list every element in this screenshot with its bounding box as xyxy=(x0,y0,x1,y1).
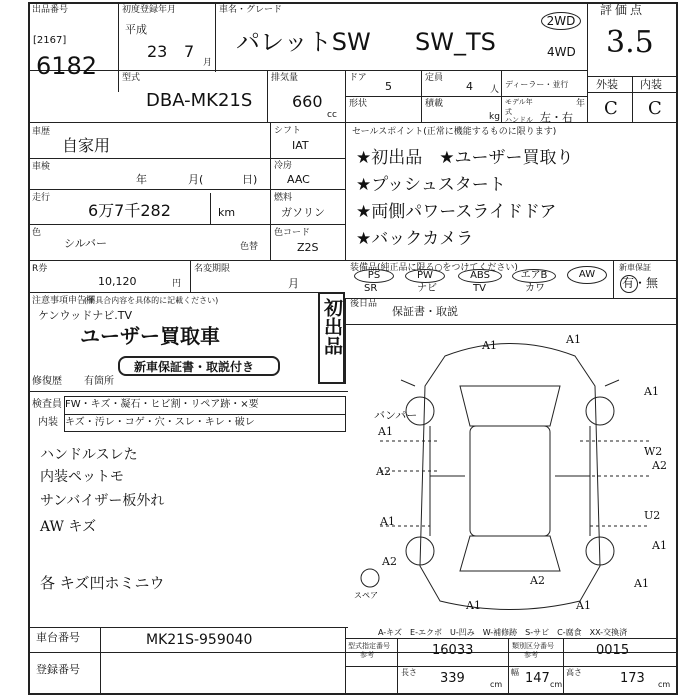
dealer-label: ディーラー・並行 xyxy=(505,80,569,89)
damage-mark: A1 xyxy=(482,339,497,352)
sales-point: ★プッシュスタート xyxy=(356,175,506,195)
lot-code: [2167] xyxy=(33,35,67,46)
damage-mark: A1 xyxy=(634,577,649,590)
equipment-title: 装備品(純正品に限る○をつけてください) xyxy=(350,263,518,273)
divider xyxy=(28,224,345,225)
inspector-label: 検査員 xyxy=(32,399,62,410)
exterior-grade: C xyxy=(604,98,618,119)
damage-mark: A1 xyxy=(378,425,393,438)
recycle-fee: 10,120 xyxy=(98,275,137,288)
divider xyxy=(28,189,345,190)
displacement-unit: cc xyxy=(327,110,337,120)
repair-history-label: 修復歴 xyxy=(32,376,62,387)
damage-mark: A1 xyxy=(466,599,481,612)
length-label: 長さ xyxy=(401,668,417,677)
equip-airbag: エアB xyxy=(512,269,556,283)
displacement-label: 排気量 xyxy=(271,73,299,83)
load-unit: kg xyxy=(489,112,500,122)
divider xyxy=(64,414,346,415)
exterior-label: 外装 xyxy=(596,78,618,91)
divider xyxy=(613,260,614,298)
drive-4wd: 4WD xyxy=(547,45,576,59)
divider xyxy=(345,96,587,97)
shift-label: シフト xyxy=(274,126,302,136)
divider xyxy=(632,76,633,122)
equip-ps: PS xyxy=(354,269,394,283)
recolor-label: 色替 xyxy=(240,242,259,252)
type-ref-label: 参考 xyxy=(360,651,374,659)
door-label: ドア xyxy=(349,73,367,83)
shaken-label: 車検 xyxy=(32,162,51,172)
windshield xyxy=(460,386,560,426)
sales-point: ★初出品 ★ユーザー買取り xyxy=(356,148,574,168)
equip-tv: TV xyxy=(473,283,486,294)
width-unit: cm xyxy=(550,680,563,689)
ac: AAC xyxy=(287,173,310,186)
model-label: 型式 xyxy=(122,73,141,83)
registration-label: 登録番号 xyxy=(36,663,80,676)
registration-year: 23 xyxy=(147,42,168,61)
rear-window xyxy=(460,536,560,571)
type-number: 16033 xyxy=(432,643,474,658)
car-roof xyxy=(470,426,550,536)
repair-history: 有 xyxy=(84,376,94,387)
repair-suffix: 箇所 xyxy=(94,376,114,387)
height-unit: cm xyxy=(658,680,671,689)
name-change-month: 月 xyxy=(288,277,299,290)
name-change-label: 名変期限 xyxy=(194,264,231,274)
spare-label: スペア xyxy=(354,591,378,600)
divider xyxy=(28,70,587,71)
damage-mark: A2 xyxy=(376,465,391,478)
inspector-items: FW・キズ・凝石・ヒビ割・リペア跡・×要 xyxy=(65,399,259,410)
divider xyxy=(508,638,509,695)
divider xyxy=(345,638,678,639)
divider xyxy=(190,260,191,292)
fuel: ガソリン xyxy=(281,206,325,219)
damage-legend: A-キズ E-エクボ U-凹み W-補修跡 S-サビ C-腐食 XX-交換済 xyxy=(378,628,628,637)
equip-pw: PW xyxy=(405,269,445,283)
divider xyxy=(270,122,271,260)
width: 147 xyxy=(525,671,550,686)
divider xyxy=(28,652,678,653)
equip-sr: SR xyxy=(364,283,378,294)
model-year-label: モデル年式 xyxy=(505,98,533,116)
load-label: 積載 xyxy=(425,99,444,109)
mileage-unit: km xyxy=(218,206,236,219)
color-code-label: 色コード xyxy=(274,228,311,238)
model: DBA-MK21S xyxy=(146,90,253,111)
shaken-month: 月( xyxy=(188,173,204,186)
door-count: 5 xyxy=(385,80,392,93)
divider xyxy=(28,260,678,261)
sales-point: ★バックカメラ xyxy=(356,229,474,249)
shape-label: 形状 xyxy=(349,99,368,109)
grade: SW_TS xyxy=(415,28,496,56)
type-number-label: 型式指定番号 xyxy=(348,642,390,650)
divider xyxy=(345,298,346,384)
registration-month: 7 xyxy=(184,42,195,61)
shaken-day: 日) xyxy=(242,173,258,186)
score: 3.5 xyxy=(606,25,654,60)
divider xyxy=(210,193,211,224)
height-label: 高さ xyxy=(566,668,582,677)
interior-inspect-items: キズ・汚レ・コゲ・穴・スレ・キレ・破レ xyxy=(65,417,255,428)
shaken-year: 年 xyxy=(136,173,147,186)
drive-2wd-circled: 2WD xyxy=(541,12,581,30)
notes-subtitle: (不具合内容を具体的に記載ください) xyxy=(84,296,219,305)
capacity-label: 定員 xyxy=(425,73,444,83)
capacity: 4 xyxy=(466,80,473,93)
fuel-label: 燃料 xyxy=(274,193,293,203)
sales-point: ★両側パワースライドドア xyxy=(356,202,557,222)
damage-mark: A1 xyxy=(566,333,581,346)
damage-mark: A1 xyxy=(576,599,591,612)
first-listing-stamp xyxy=(318,292,345,384)
handle-label: ハンドル xyxy=(505,116,533,124)
new-warranty-label: 新車保証 xyxy=(619,263,651,272)
divider xyxy=(100,627,101,695)
warranty-stamp-text: 新車保証書・取説付き xyxy=(134,360,255,374)
notes-title: 注意事項申告欄 xyxy=(32,296,96,306)
height: 173 xyxy=(620,671,645,686)
color-label: 色 xyxy=(32,228,42,238)
damage-mark: U2 xyxy=(644,509,661,522)
car-name-label: 車名・グレード xyxy=(219,5,283,15)
mileage: 6万7千282 xyxy=(88,201,171,220)
history-label: 車歴 xyxy=(32,127,51,137)
score-label: 評価点 xyxy=(600,3,646,17)
damage-mark: A2 xyxy=(382,555,397,568)
chassis-number: MK21S-959040 xyxy=(146,632,253,648)
handwritten-note: 内装ペットモ xyxy=(40,469,124,485)
interior-label: 内装 xyxy=(640,78,662,91)
divider xyxy=(215,2,216,72)
recycle-unit: 円 xyxy=(172,279,182,289)
category-label: 類別区分番号 xyxy=(512,642,554,650)
shift: IAT xyxy=(292,139,309,152)
damage-mark: バンパー xyxy=(374,409,418,422)
era: 平成 xyxy=(125,23,147,36)
equip-abs: ABS xyxy=(458,269,502,283)
interior-grade: C xyxy=(648,98,662,119)
length: 339 xyxy=(440,671,465,686)
damage-mark: W2 xyxy=(644,445,663,458)
chassis-label: 車台番号 xyxy=(36,631,80,644)
notes-navi: ケンウッドナビ.TV xyxy=(38,309,132,322)
month-unit: 月 xyxy=(203,58,213,68)
divider xyxy=(345,627,346,695)
interior-inspect-label: 内装 xyxy=(38,417,58,428)
recycle-label: R券 xyxy=(32,264,48,274)
ac-label: 冷房 xyxy=(274,161,293,171)
category-number: 0015 xyxy=(596,643,630,658)
car-name: パレットSW xyxy=(236,28,371,56)
lot-number-label: 出品番号 xyxy=(32,5,69,15)
length-unit: cm xyxy=(490,680,503,689)
equip-navi: ナビ xyxy=(417,283,437,294)
first-listing-text: 初出品 xyxy=(321,298,343,355)
first-registration-label: 初度登録年月 xyxy=(122,5,177,15)
divider xyxy=(28,122,678,123)
width-label: 幅 xyxy=(511,668,519,677)
displacement: 660 xyxy=(292,92,323,111)
damage-mark: A2 xyxy=(652,459,667,472)
color-code: Z2S xyxy=(297,241,319,254)
divider xyxy=(28,391,348,392)
divider xyxy=(28,292,318,293)
later-label: 後日品 xyxy=(350,299,378,309)
damage-mark: A2 xyxy=(530,574,545,587)
divider xyxy=(397,638,398,695)
car-damage-diagram xyxy=(350,326,676,626)
divider xyxy=(28,158,345,159)
divider xyxy=(345,122,346,260)
handwritten-note: サンバイザー板外れ xyxy=(40,493,165,509)
capacity-unit: 人 xyxy=(490,85,500,95)
notes-user-buyback: ユーザー買取車 xyxy=(80,324,220,348)
handle: 左・右 xyxy=(540,111,573,124)
divider xyxy=(563,638,564,695)
warranty-stamp xyxy=(118,356,280,376)
history: 自家用 xyxy=(62,136,111,155)
divider xyxy=(118,2,119,92)
divider xyxy=(267,70,268,122)
divider xyxy=(28,627,348,628)
category-ref-label: 参考 xyxy=(524,651,538,659)
divider xyxy=(587,2,588,122)
handwritten-note: ハンドルスレた xyxy=(40,447,138,463)
divider xyxy=(345,324,678,325)
later-items: 保証書・取説 xyxy=(392,305,458,318)
sales-points-title: セールスポイント(正常に機能するものに限ります) xyxy=(352,127,557,137)
handwritten-note: 各 キズ凹ホミニウ xyxy=(40,574,165,592)
year-unit: 年 xyxy=(576,99,586,109)
damage-mark: A1 xyxy=(644,385,659,398)
damage-mark: A1 xyxy=(652,539,667,552)
divider xyxy=(345,666,678,667)
handwritten-note: AW キズ xyxy=(40,519,97,535)
mileage-label: 走行 xyxy=(32,193,51,203)
divider xyxy=(345,298,678,299)
lot-number: 6182 xyxy=(36,52,98,80)
equip-aw: AW xyxy=(567,266,607,284)
color: シルバー xyxy=(64,237,107,250)
damage-mark: A1 xyxy=(380,515,395,528)
spare-tire xyxy=(361,569,379,587)
new-warranty: 有・無 xyxy=(622,276,659,290)
equip-leather: カワ xyxy=(525,283,545,294)
warranty-yes-circle xyxy=(620,275,638,293)
wheel-front-right xyxy=(586,397,614,425)
